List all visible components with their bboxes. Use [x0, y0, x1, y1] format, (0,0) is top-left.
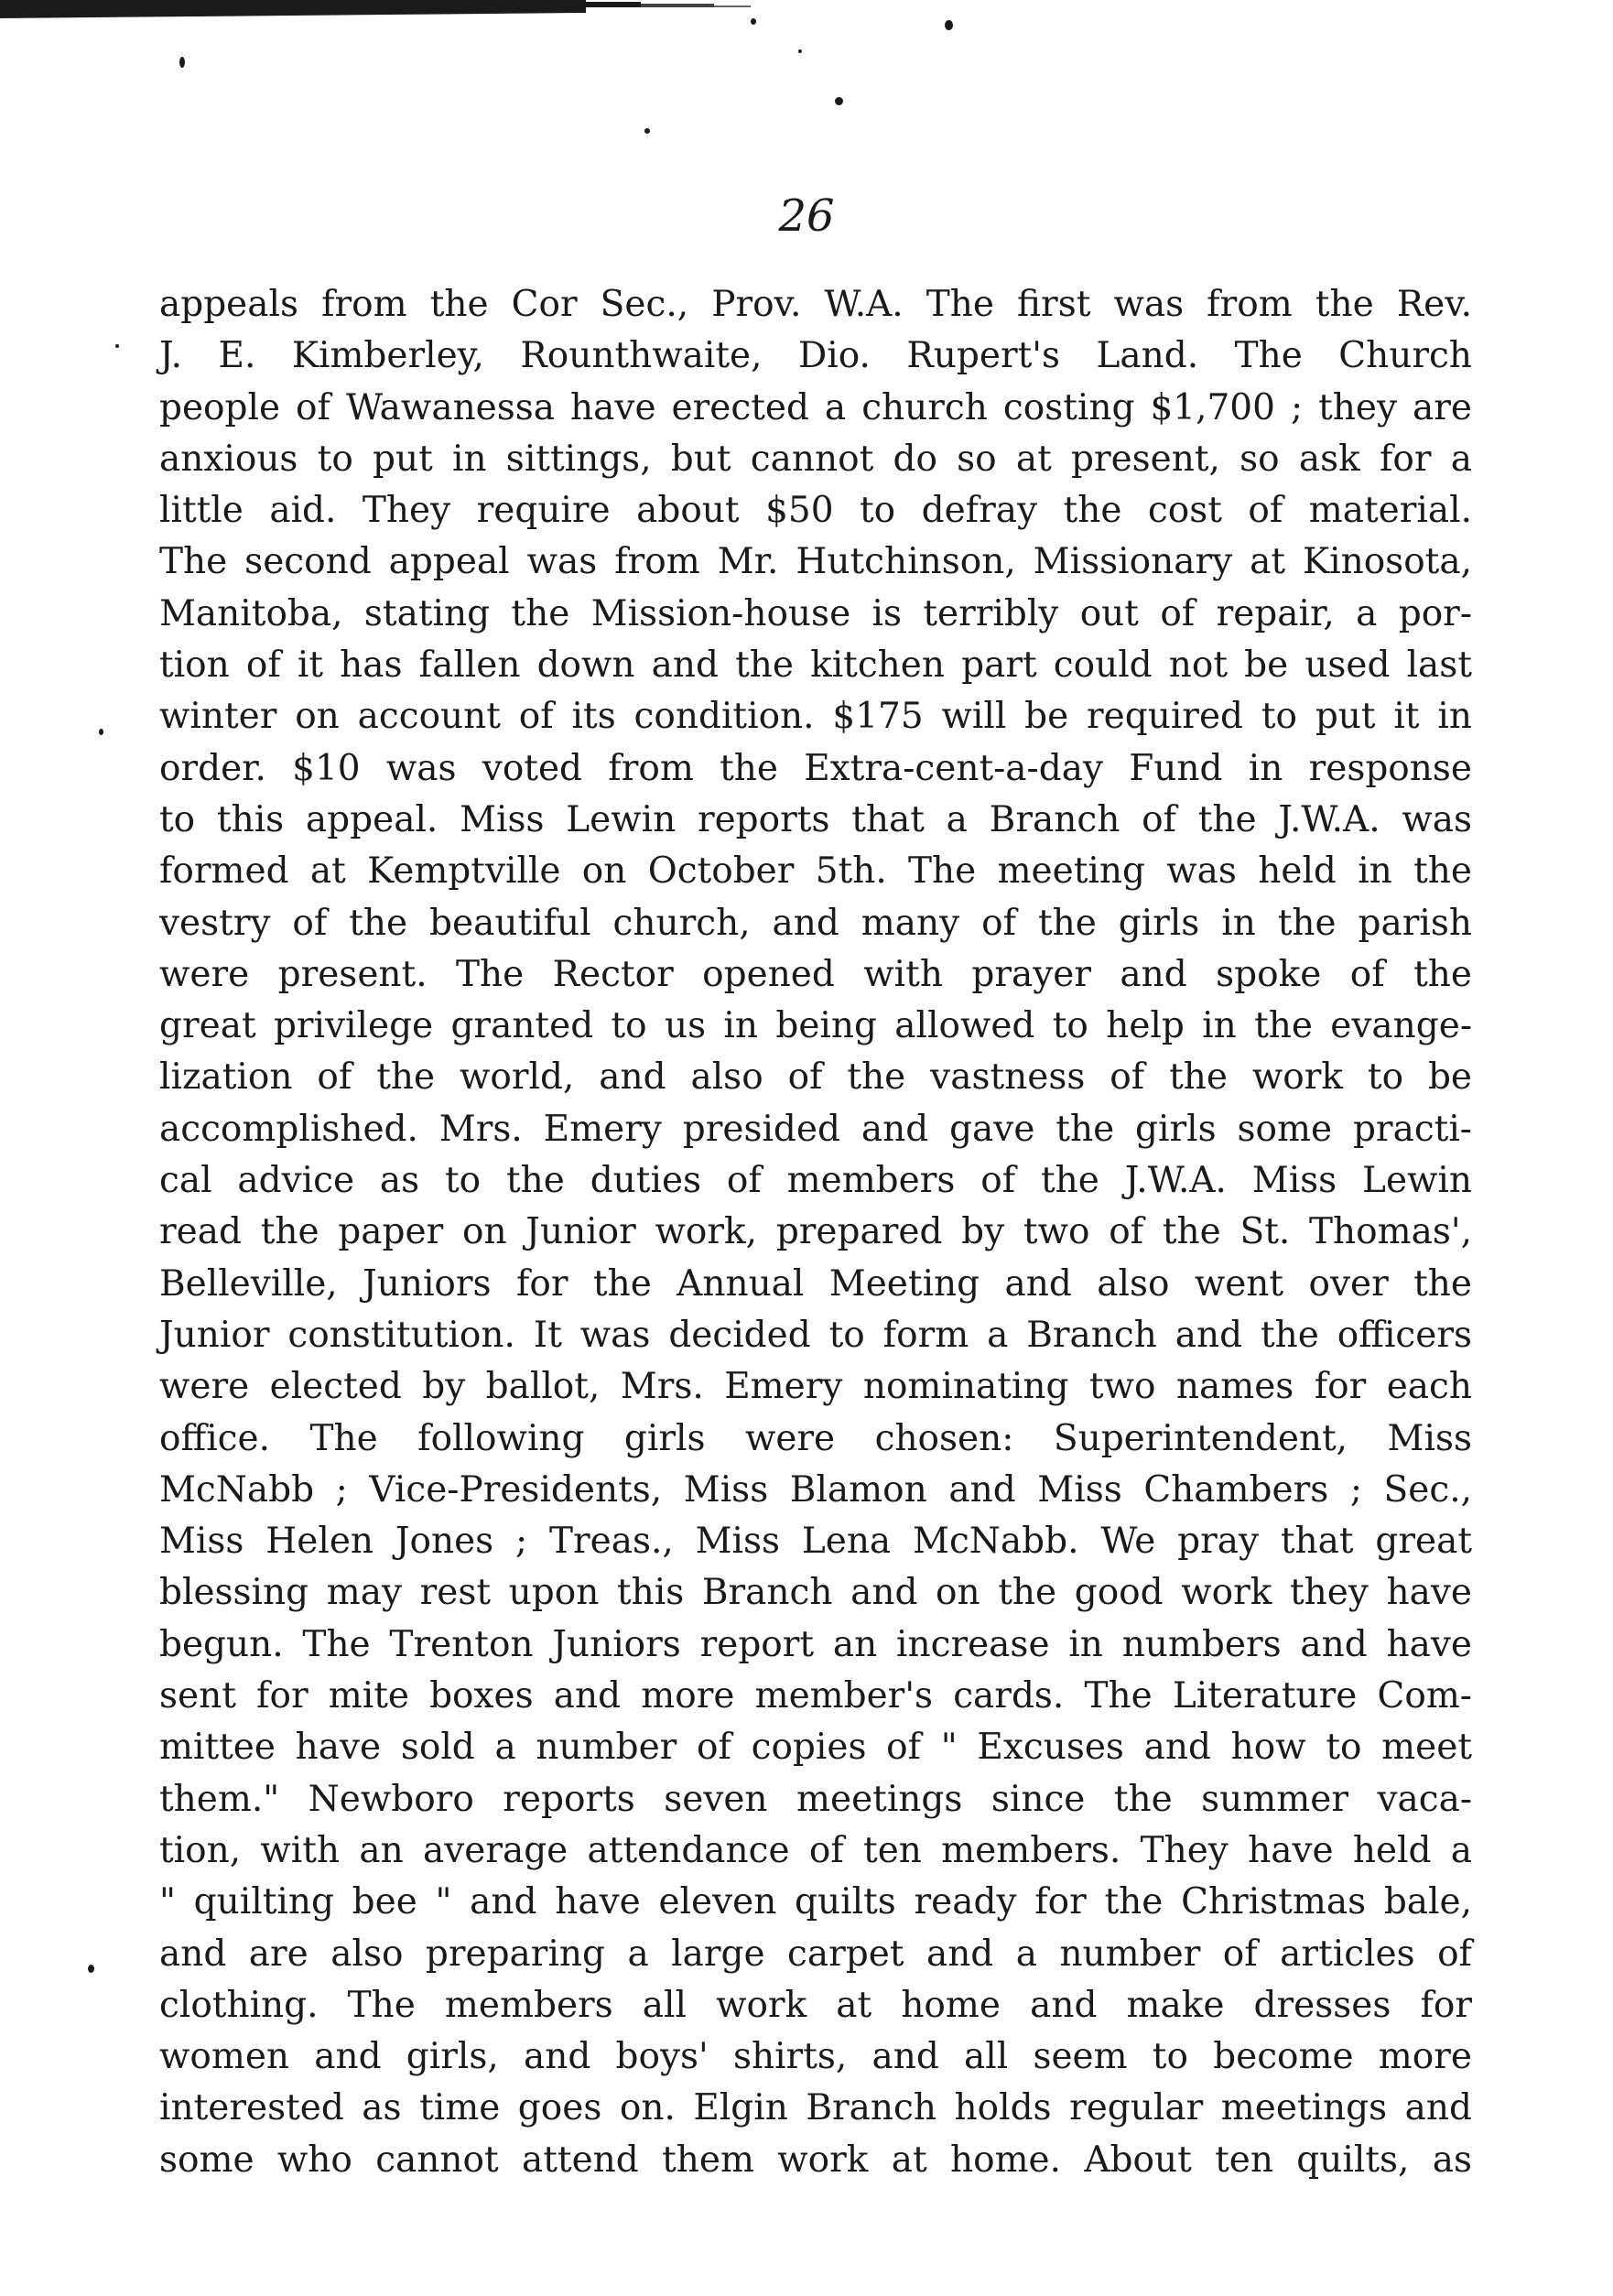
text-line: formed at Kemptville on October 5th. The meeting was held in the: [159, 850, 1472, 893]
text-line: and are also preparing a large carpet and a number of articles of: [159, 1933, 1472, 1975]
text-line: office. The following girls were chosen: Superintendent, Miss: [159, 1417, 1472, 1459]
text-line: were elected by ballot, Mrs. Emery nominating two names for each: [159, 1366, 1472, 1408]
text-line: interested as time goes on. Elgin Branch holds regular meetings and: [159, 2087, 1472, 2129]
scan-speck: [115, 344, 119, 348]
scan-speck: [88, 1965, 94, 1973]
text-line: The second appeal was from Mr. Hutchinson, Missionary at Kinosota,: [159, 541, 1472, 583]
text-line: Miss Helen Jones ; Treas., Miss Lena McNabb. We pray that great: [159, 1521, 1472, 1563]
scan-edge-artifact: [0, 0, 952, 26]
text-line: anxious to put in sittings, but cannot do so at present, so ask for a: [159, 438, 1472, 480]
text-line: accomplished. Mrs. Emery presided and gave the girls some practi-: [159, 1108, 1472, 1150]
text-line: people of Wawanessa have erected a church costing $1,700 ; they are: [159, 386, 1472, 428]
scan-speck: [835, 97, 843, 105]
text-line: sent for mite boxes and more member's cards. The Literature Com-: [159, 1675, 1472, 1717]
text-line: blessing may rest upon this Branch and on the good work they have: [159, 1572, 1472, 1614]
text-line: vestry of the beautiful church, and many of the girls in the parish: [159, 902, 1472, 944]
text-line: were present. The Rector opened with prayer and spoke of the: [159, 953, 1472, 995]
text-line: tion, with an average attendance of ten members. They have held a: [159, 1829, 1472, 1871]
text-line: tion of it has fallen down and the kitchen part could not be used last: [159, 644, 1472, 687]
text-line: McNabb ; Vice-Presidents, Miss Blamon and Miss Chambers ; Sec.,: [159, 1468, 1472, 1511]
body-text: [159, 279, 1472, 2186]
text-line: cal advice as to the duties of members of the J.W.A. Miss Lewin: [159, 1160, 1472, 1202]
scan-speck: [945, 20, 953, 30]
text-line: J. E. Kimberley, Rounthwaite, Dio. Rupert's Land. The Church: [159, 335, 1472, 377]
text-line: winter on account of its condition. $175 will be required to put it in: [159, 696, 1472, 738]
text-line: Belleville, Juniors for the Annual Meeting and also went over the: [159, 1262, 1472, 1305]
text-line: Manitoba, stating the Mission-house is terribly out of repair, a por-: [159, 592, 1472, 634]
text-line: read the paper on Junior work, prepared by two of the St. Thomas',: [159, 1211, 1472, 1253]
text-line: begun. The Trenton Juniors report an increase in numbers and have: [159, 1623, 1472, 1665]
page-number: 26: [778, 190, 835, 242]
text-line: appeals from the Cor Sec., Prov. W.A. The first was from the Rev.: [159, 284, 1472, 325]
text-line: Junior constitution. It was decided to form a Branch and the officers: [159, 1314, 1472, 1356]
scan-speck: [751, 18, 756, 25]
scan-speck: [798, 49, 802, 53]
text-line: order. $10 was voted from the Extra-cent-a-day Fund in response: [159, 747, 1472, 789]
text-line: great privilege granted to us in being allowed to help in the evange-: [159, 1005, 1472, 1047]
scan-speck: [99, 729, 103, 735]
text-line: them." Newboro reports seven meetings since the summer vaca-: [159, 1778, 1472, 1820]
text-line: clothing. The members all work at home and make dresses for: [159, 1984, 1472, 2026]
text-line: to this appeal. Miss Lewin reports that a Branch of the J.W.A. was: [159, 798, 1472, 840]
scan-speck: [644, 128, 650, 134]
text-line: women and girls, and boys' shirts, and all seem to become more: [159, 2036, 1472, 2078]
text-line: some who cannot attend them work at home. About ten quilts, as: [159, 2139, 1472, 2181]
text-line: little aid. They require about $50 to defray the cost of material.: [159, 490, 1472, 532]
text-line: lization of the world, and also of the vastness of the work to be: [159, 1056, 1472, 1099]
text-line: " quilting bee " and have eleven quilts ready for the Christmas bale,: [159, 1881, 1472, 1923]
text-line: mittee have sold a number of copies of " Excuses and how to meet: [159, 1727, 1472, 1769]
scan-speck: [179, 57, 185, 68]
